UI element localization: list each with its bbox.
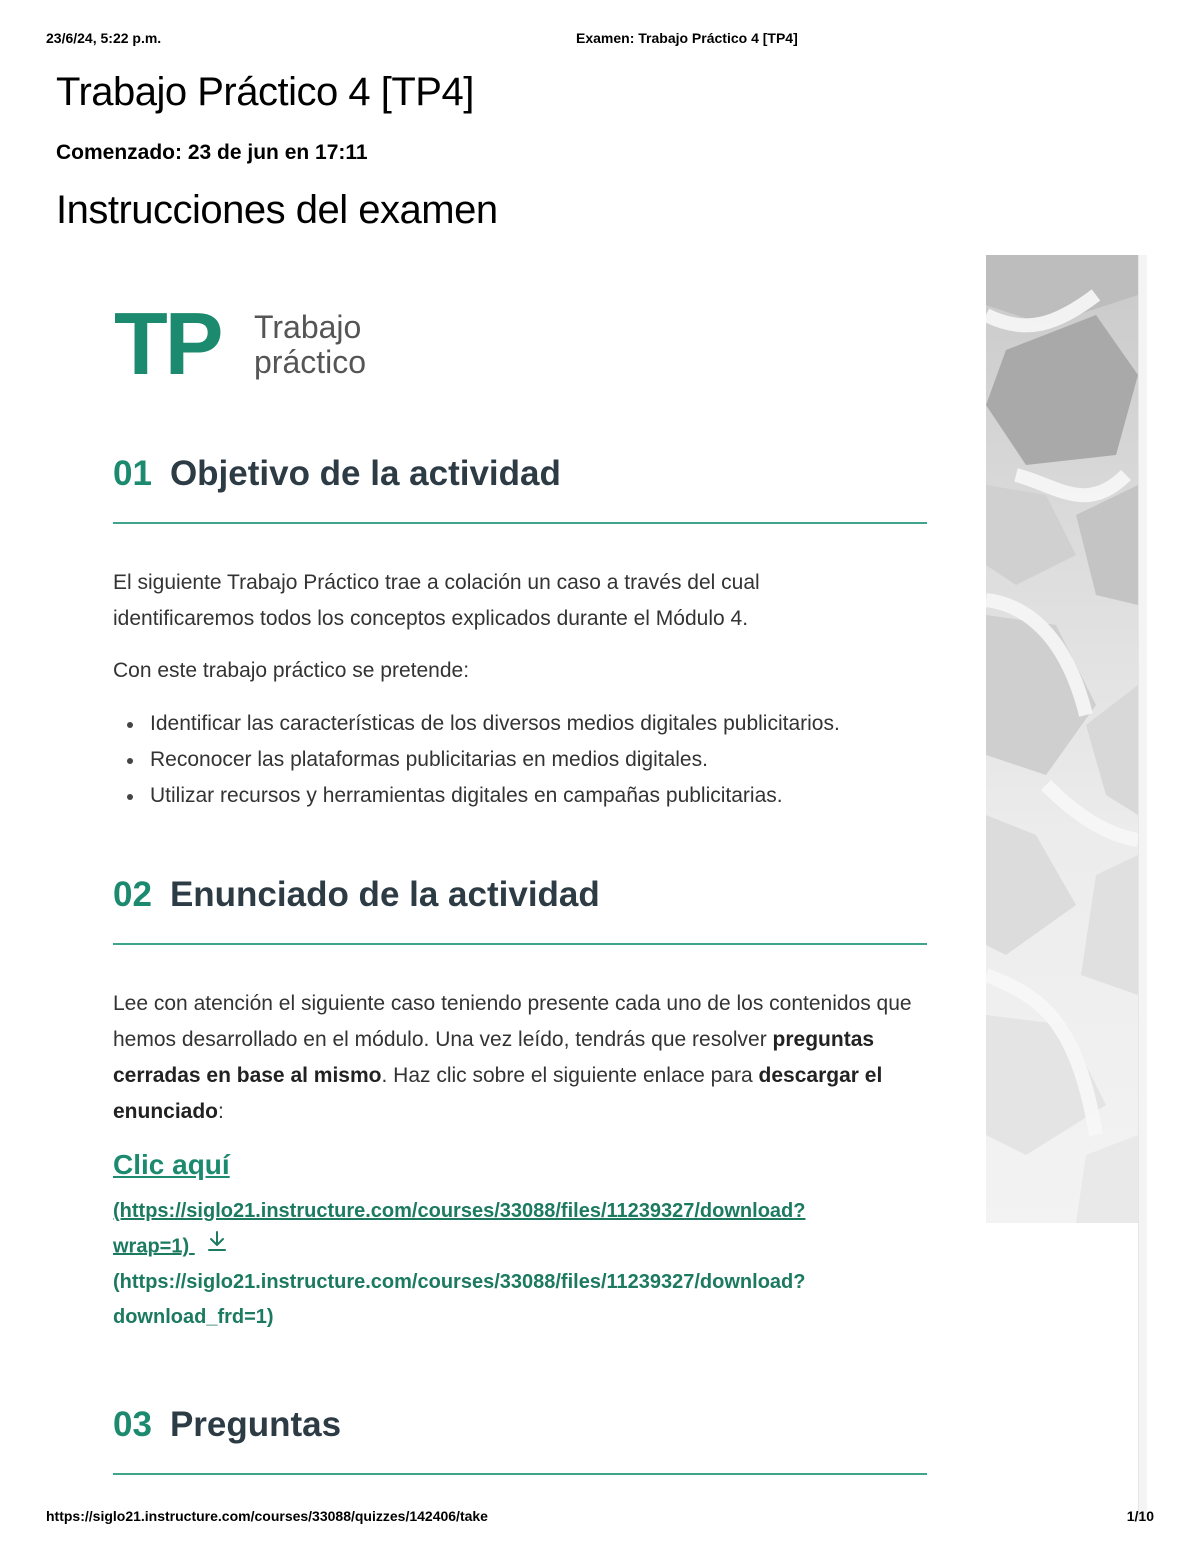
url-line[interactable]: wrap=1) — [113, 1235, 190, 1258]
section-divider — [113, 1473, 927, 1475]
statement-text: . Haz clic sobre el siguiente enlace para — [381, 1064, 759, 1087]
tp-logo-mark: TP — [114, 294, 221, 393]
print-date: 23/6/24, 5:22 p.m. — [46, 30, 162, 46]
objective-intro: Con este trabajo práctico se pretende: — [113, 659, 470, 682]
section-title: Enunciado de la actividad — [169, 875, 600, 914]
statement-text: Lee con atención el siguiente caso teniendo presente cada uno de los contenidos que hemos desarrollado en el módulo. Una vez leído, tendrás que resolver — [113, 992, 912, 1051]
tp-logo-line2: práctico — [254, 344, 367, 380]
section-divider — [113, 522, 927, 524]
download-link[interactable]: Clic aquí — [113, 1149, 230, 1180]
statement-paragraph — [113, 986, 928, 1130]
section-number: 02 — [113, 875, 152, 914]
list-item: Utilizar recursos y herramientas digitales en campañas publicitarias. — [113, 778, 943, 814]
started-timestamp: Comenzado: 23 de jun en 17:11 — [56, 141, 368, 164]
url-line[interactable]: download_frd=1) — [113, 1306, 274, 1328]
list-item: Reconocer las plataformas publicitarias en medios digitales. — [113, 742, 943, 778]
list-item: Identificar las características de los diversos medios digitales publicitarios. — [113, 706, 943, 742]
print-doc-title: Examen: Trabajo Práctico 4 [TP4] — [576, 30, 798, 46]
instructions-title: Instrucciones del examen — [56, 188, 498, 232]
objective-list — [113, 706, 943, 814]
tp-logo-line1: Trabajo — [254, 309, 362, 345]
print-page-number: 1/10 — [1126, 1508, 1154, 1524]
section-title: Objetivo de la actividad — [169, 454, 561, 493]
print-url: https://siglo21.instructure.com/courses/33088/quizzes/142406/take — [46, 1508, 488, 1524]
print-footer — [46, 1508, 1154, 1530]
download-url-view[interactable] — [113, 1194, 873, 1265]
objective-paragraph: El siguiente Trabajo Práctico trae a colación un caso a través del cual identificaremos todos los conceptos explicados durante el Módulo 4. — [113, 571, 760, 630]
page-scroll-track — [1138, 255, 1147, 1520]
section-title: Preguntas — [169, 1405, 342, 1444]
print-header — [46, 30, 1154, 52]
download-icon[interactable] — [205, 1229, 229, 1265]
section-questions-heading — [113, 1403, 927, 1475]
page-title: Trabajo Práctico 4 [TP4] — [56, 70, 474, 114]
tp-logo-text — [254, 310, 366, 380]
decorative-side-image — [986, 255, 1138, 1223]
statement-bold-text: preguntas cerradas en base al mismo — [113, 1028, 875, 1087]
section-objective-heading — [113, 452, 927, 524]
section-number: 01 — [113, 454, 152, 493]
section-number: 03 — [113, 1405, 152, 1444]
download-url-file[interactable] — [113, 1265, 873, 1335]
statement-bold-text: descargar el enunciado — [113, 1064, 883, 1123]
url-line[interactable]: (https://siglo21.instructure.com/courses/33088/files/11239327/download? — [113, 1271, 806, 1293]
url-line[interactable]: (https://siglo21.instructure.com/courses/33088/files/11239327/download? — [113, 1200, 806, 1222]
section-divider — [113, 943, 927, 945]
section-statement-heading — [113, 873, 927, 945]
statement-text: : — [218, 1100, 224, 1123]
